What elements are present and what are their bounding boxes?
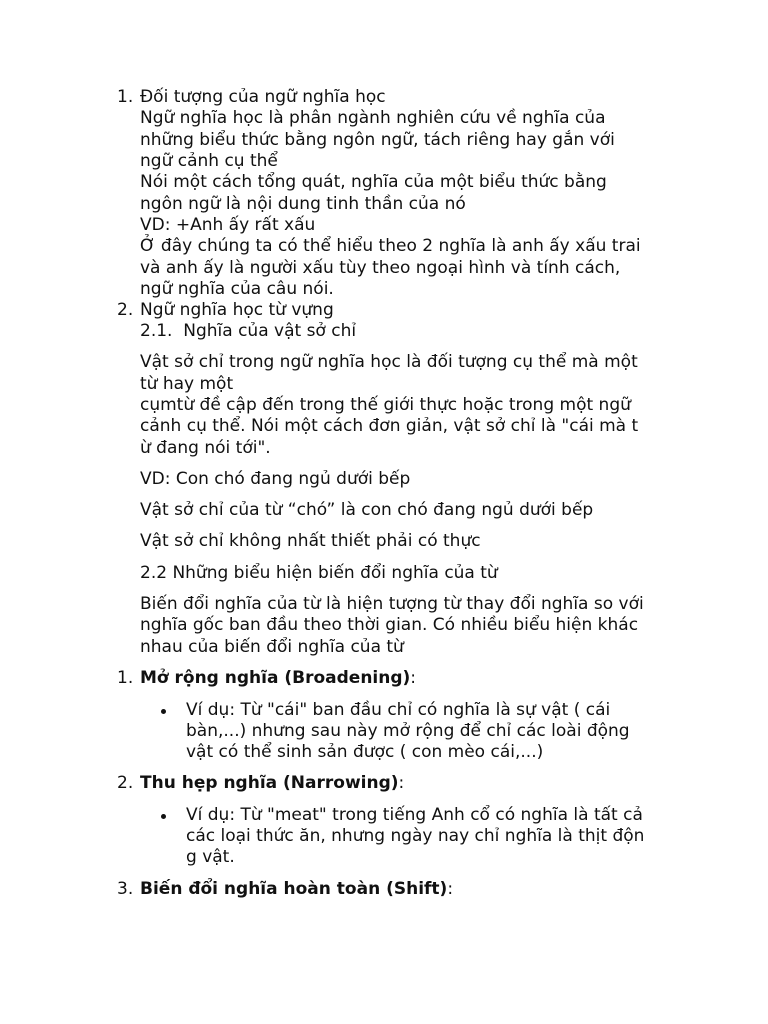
subsection-2-1-paragraph-line: từ hay một	[140, 374, 234, 394]
type-2-example-line: g vật.	[186, 847, 235, 867]
subsection-2-1-paragraph-line: Vật sở chỉ trong ngữ nghĩa học là đối tượng cụ thể mà một	[140, 352, 638, 372]
section-1-heading: Đối tượng của ngữ nghĩa học	[140, 87, 386, 107]
type-2-example-line: Ví dụ: Từ "meat" trong tiếng Anh cổ có nghĩa là tất cả	[186, 805, 643, 825]
subsection-2-1-heading: 2.1. Nghĩa của vật sở chỉ	[140, 321, 357, 341]
type-3-title	[140, 879, 453, 900]
section-1-line: ngôn ngữ là nội dung tinh thần của nó	[140, 194, 466, 214]
subsection-2-2-paragraph-line: Biến đổi nghĩa của từ là hiện tượng từ thay đổi nghĩa so với	[140, 594, 644, 614]
subsection-2-1-paragraph-line: cụmtừ đề cập đến trong thế giới thực hoặc trong một ngữ	[140, 395, 631, 415]
type-2-title	[140, 773, 404, 794]
subsection-2-1-example: VD: Con chó đang ngủ dưới bếp	[140, 469, 411, 489]
subsection-2-2-paragraph-line: nghĩa gốc ban đầu theo thời gian. Có nhiều biểu hiện khác	[140, 615, 639, 635]
section-1-line: ngữ cảnh cụ thể	[140, 151, 278, 171]
section-1-line: VD: +Anh ấy rất xấu	[140, 215, 316, 235]
type-1-colon: :	[410, 668, 417, 688]
section-1-line: Ở đây chúng ta có thể hiểu theo 2 nghĩa là anh ấy xấu trai	[140, 236, 641, 256]
subsection-2-1-explanation: Vật sở chỉ của từ “chó” là con chó đang ngủ dưới bếp	[140, 500, 594, 520]
bullet-icon	[161, 709, 166, 714]
section-1-line: Nói một cách tổng quát, nghĩa của một biểu thức bằng	[140, 172, 607, 192]
type-1-example-line: bàn,...) nhưng sau này mở rộng để chỉ các loài động	[186, 721, 630, 741]
section-1-line: ngữ nghĩa của câu nói.	[140, 279, 334, 299]
subsection-2-1-paragraph-line: cảnh cụ thể. Nói một cách đơn giản, vật sở chỉ là "cái mà t	[140, 416, 639, 436]
type-2-colon: :	[398, 773, 405, 793]
type-1-example-line: Ví dụ: Từ "cái" ban đầu chỉ có nghĩa là sự vật ( cái	[186, 700, 611, 720]
type-3-number: 3.	[117, 879, 134, 899]
section-1-line: và anh ấy là người xấu tùy theo ngoại hình và tính cách,	[140, 258, 621, 278]
section-1-number: 1.	[117, 87, 134, 107]
type-1-title-text: Mở rộng nghĩa (Broadening)	[140, 668, 411, 688]
type-3-title-text: Biến đổi nghĩa hoàn toàn (Shift)	[140, 879, 448, 899]
subsection-2-2-paragraph-line: nhau của biến đổi nghĩa của từ	[140, 637, 404, 657]
type-2-number: 2.	[117, 773, 134, 793]
section-2-heading: Ngữ nghĩa học từ vựng	[140, 300, 334, 320]
type-2-title-text: Thu hẹp nghĩa (Narrowing)	[140, 773, 399, 793]
type-1-number: 1.	[117, 668, 134, 688]
type-3-colon: :	[447, 879, 454, 899]
subsection-2-1-paragraph-line: ừ đang nói tới".	[140, 438, 271, 458]
type-1-title	[140, 668, 416, 689]
bullet-icon	[161, 814, 166, 819]
subsection-2-2-heading: 2.2 Những biểu hiện biến đổi nghĩa của từ	[140, 563, 498, 583]
subsection-2-1-note: Vật sở chỉ không nhất thiết phải có thực	[140, 531, 481, 551]
type-2-example-line: các loại thức ăn, nhưng ngày nay chỉ nghĩa là thịt độn	[186, 826, 645, 846]
section-1-line: Ngữ nghĩa học là phân ngành nghiên cứu về nghĩa của	[140, 108, 606, 128]
type-1-example-line: vật có thể sinh sản được ( con mèo cái,...)	[186, 742, 544, 762]
section-2-number: 2.	[117, 300, 134, 320]
section-1-line: những biểu thức bằng ngôn ngữ, tách riêng hay gắn với	[140, 130, 615, 150]
